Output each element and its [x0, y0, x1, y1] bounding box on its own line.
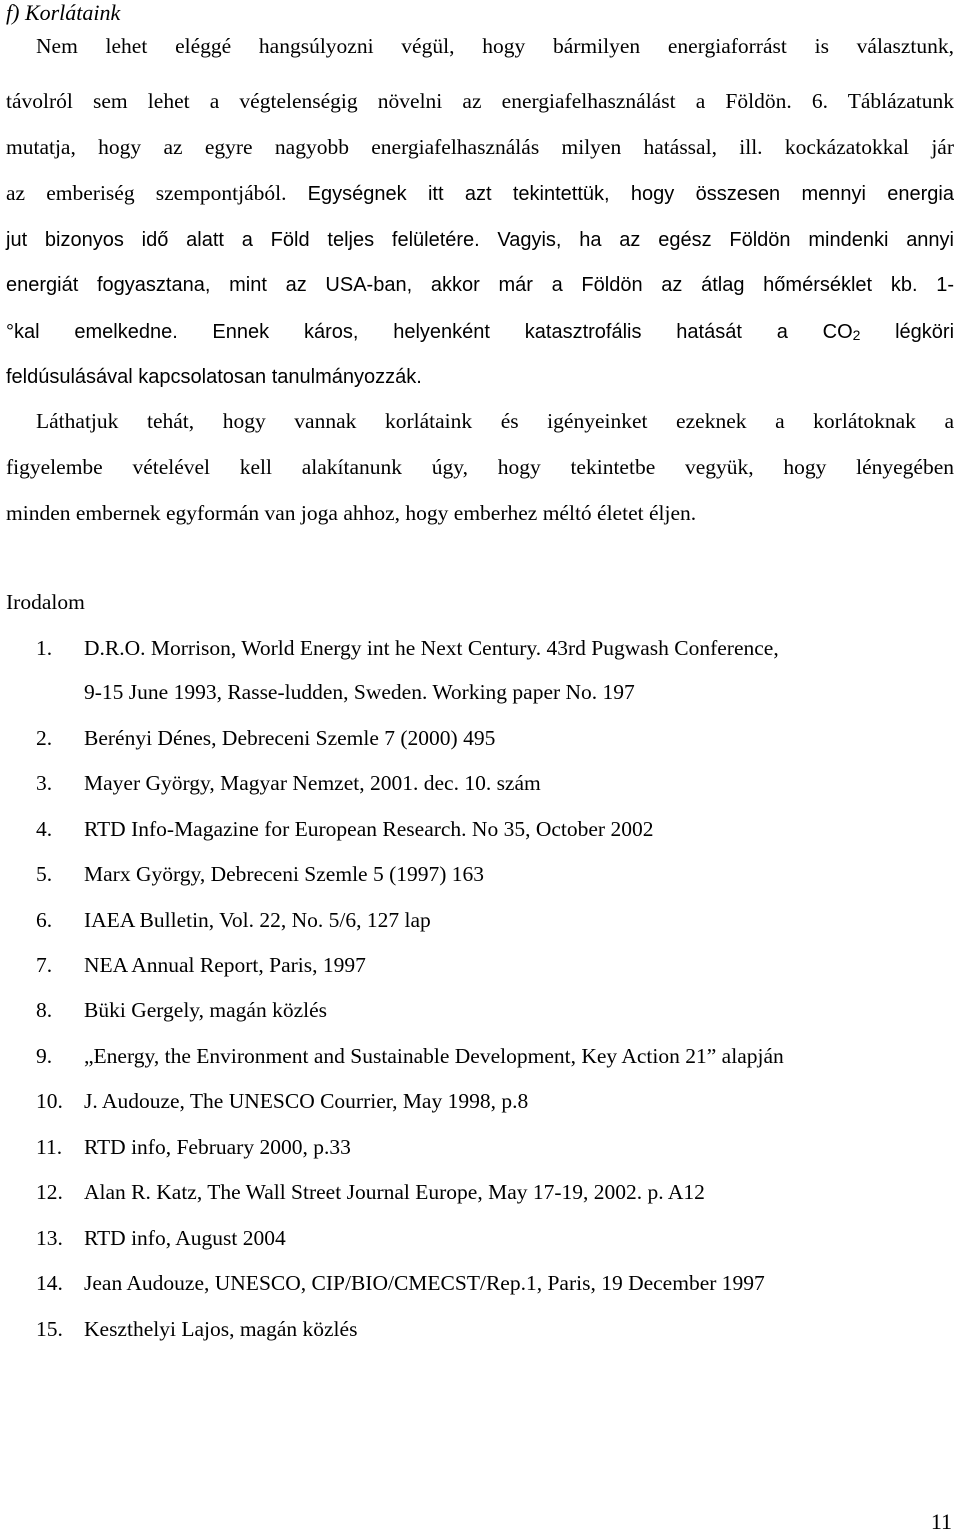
reference-text: Berényi Dénes, Debreceni Szemle 7 (2000) 495 [84, 726, 496, 750]
reference-text: RTD info, February 2000, p.33 [84, 1135, 351, 1159]
paragraph-line: feldúsulásával kapcsolatosan tanulmányozzák. [6, 366, 422, 388]
reference-number: 15. [36, 1317, 63, 1341]
reference-item [36, 1265, 765, 1301]
paragraph-line: energiát fogyasztana, mint az USA-ban, akkor már a Földön az átlag hőmérséklet kb. 1- [6, 274, 954, 296]
reference-item [36, 1174, 705, 1210]
reference-number: 11. [36, 1135, 63, 1159]
sentence: jut bizonyos idő alatt a Föld teljes felületére. [6, 229, 480, 251]
reference-item [36, 1129, 351, 1165]
reference-item [36, 1083, 529, 1119]
paragraph-line [6, 308, 954, 354]
co2-text: Ennek káros, helyenként katasztrofális hatását a CO [212, 321, 853, 343]
reference-text: NEA Annual Report, Paris, 1997 [84, 953, 366, 977]
reference-text: Büki Gergely, magán közlés [84, 998, 328, 1022]
reference-item [36, 1038, 784, 1074]
reference-text: RTD Info-Magazine for European Research. No 35, October 2002 [84, 817, 654, 841]
reference-item [36, 765, 541, 801]
reference-number: 12. [36, 1180, 63, 1204]
section-title: f) Korlátaink [6, 0, 121, 25]
reference-text: Alan R. Katz, The Wall Street Journal Europe, May 17-19, 2002. p. A12 [84, 1180, 705, 1204]
paragraph-line: mutatja, hogy az egyre nagyobb energiafelhasználás milyen hatással, ill. kockázatokkal jár [6, 135, 954, 159]
references-heading: Irodalom [6, 590, 85, 614]
reference-number: 8. [36, 998, 53, 1022]
reference-text: D.R.O. Morrison, World Energy int he Next Century. 43rd Pugwash Conference, [84, 636, 779, 660]
reference-item [36, 947, 366, 983]
reference-text: Keszthelyi Lajos, magán közlés [84, 1317, 358, 1341]
reference-text: „Energy, the Environment and Sustainable Development, Key Action 21” alapján [84, 1044, 784, 1068]
reference-number: 9. [36, 1044, 53, 1068]
reference-item [36, 1220, 286, 1256]
reference-number: 14. [36, 1271, 63, 1295]
reference-number: 1. [36, 636, 53, 660]
subscript: 2 [852, 327, 861, 343]
sentence: °kal emelkedne. [6, 321, 178, 343]
page-number: 11 [930, 1509, 952, 1534]
reference-item [36, 1311, 358, 1347]
reference-number: 13. [36, 1226, 63, 1250]
paragraph-line: figyelembe vételével kell alakítanunk úgy, hogy tekintetbe vegyük, hogy lényegében [6, 455, 954, 479]
reference-item [36, 630, 779, 666]
sentence [212, 321, 860, 343]
sentence: Egységnek itt azt tekintettük, hogy összesen mennyi energia [307, 183, 954, 205]
reference-item [36, 856, 485, 892]
paragraph-line: Nem lehet eléggé hangsúlyozni végül, hogy bármilyen energiaforrást is választunk, [36, 34, 954, 58]
reference-text: Marx György, Debreceni Szemle 5 (1997) 163 [84, 862, 485, 886]
reference-number: 3. [36, 771, 53, 795]
reference-item [36, 992, 328, 1028]
paragraph-line [6, 216, 954, 262]
reference-item [36, 902, 431, 938]
reference-number: 7. [36, 953, 53, 977]
reference-text-continuation: 9-15 June 1993, Rasse-ludden, Sweden. Working paper No. 197 [84, 680, 635, 704]
sentence: az emberiség szempontjából. [6, 181, 287, 205]
sentence: légköri [895, 321, 955, 343]
reference-text: Jean Audouze, UNESCO, CIP/BIO/CMECST/Rep.1, Paris, 19 December 1997 [84, 1271, 765, 1295]
reference-item [36, 720, 496, 756]
paragraph-line: minden embernek egyformán van joga ahhoz, hogy emberhez méltó életet éljen. [6, 501, 697, 525]
reference-text: Mayer György, Magyar Nemzet, 2001. dec. 10. szám [84, 771, 541, 795]
reference-text: J. Audouze, The UNESCO Courrier, May 1998, p.8 [84, 1089, 529, 1113]
paragraph-line [6, 170, 954, 216]
reference-text: RTD info, August 2004 [84, 1226, 286, 1250]
reference-number: 10. [36, 1089, 63, 1113]
reference-number: 6. [36, 908, 53, 932]
reference-item [36, 811, 654, 847]
reference-number: 5. [36, 862, 53, 886]
reference-text: IAEA Bulletin, Vol. 22, No. 5/6, 127 lap [84, 908, 431, 932]
paragraph-line: Láthatjuk tehát, hogy vannak korlátaink és igényeinket ezeknek a korlátoknak a [36, 409, 954, 433]
sentence: Vagyis, ha az egész Földön mindenki annyi [497, 229, 955, 251]
reference-number: 4. [36, 817, 53, 841]
paragraph-line: távolról sem lehet a végtelenségig növelni az energiafelhasználást a Földön. 6. Táblázatunk [6, 89, 954, 113]
reference-number: 2. [36, 726, 53, 750]
